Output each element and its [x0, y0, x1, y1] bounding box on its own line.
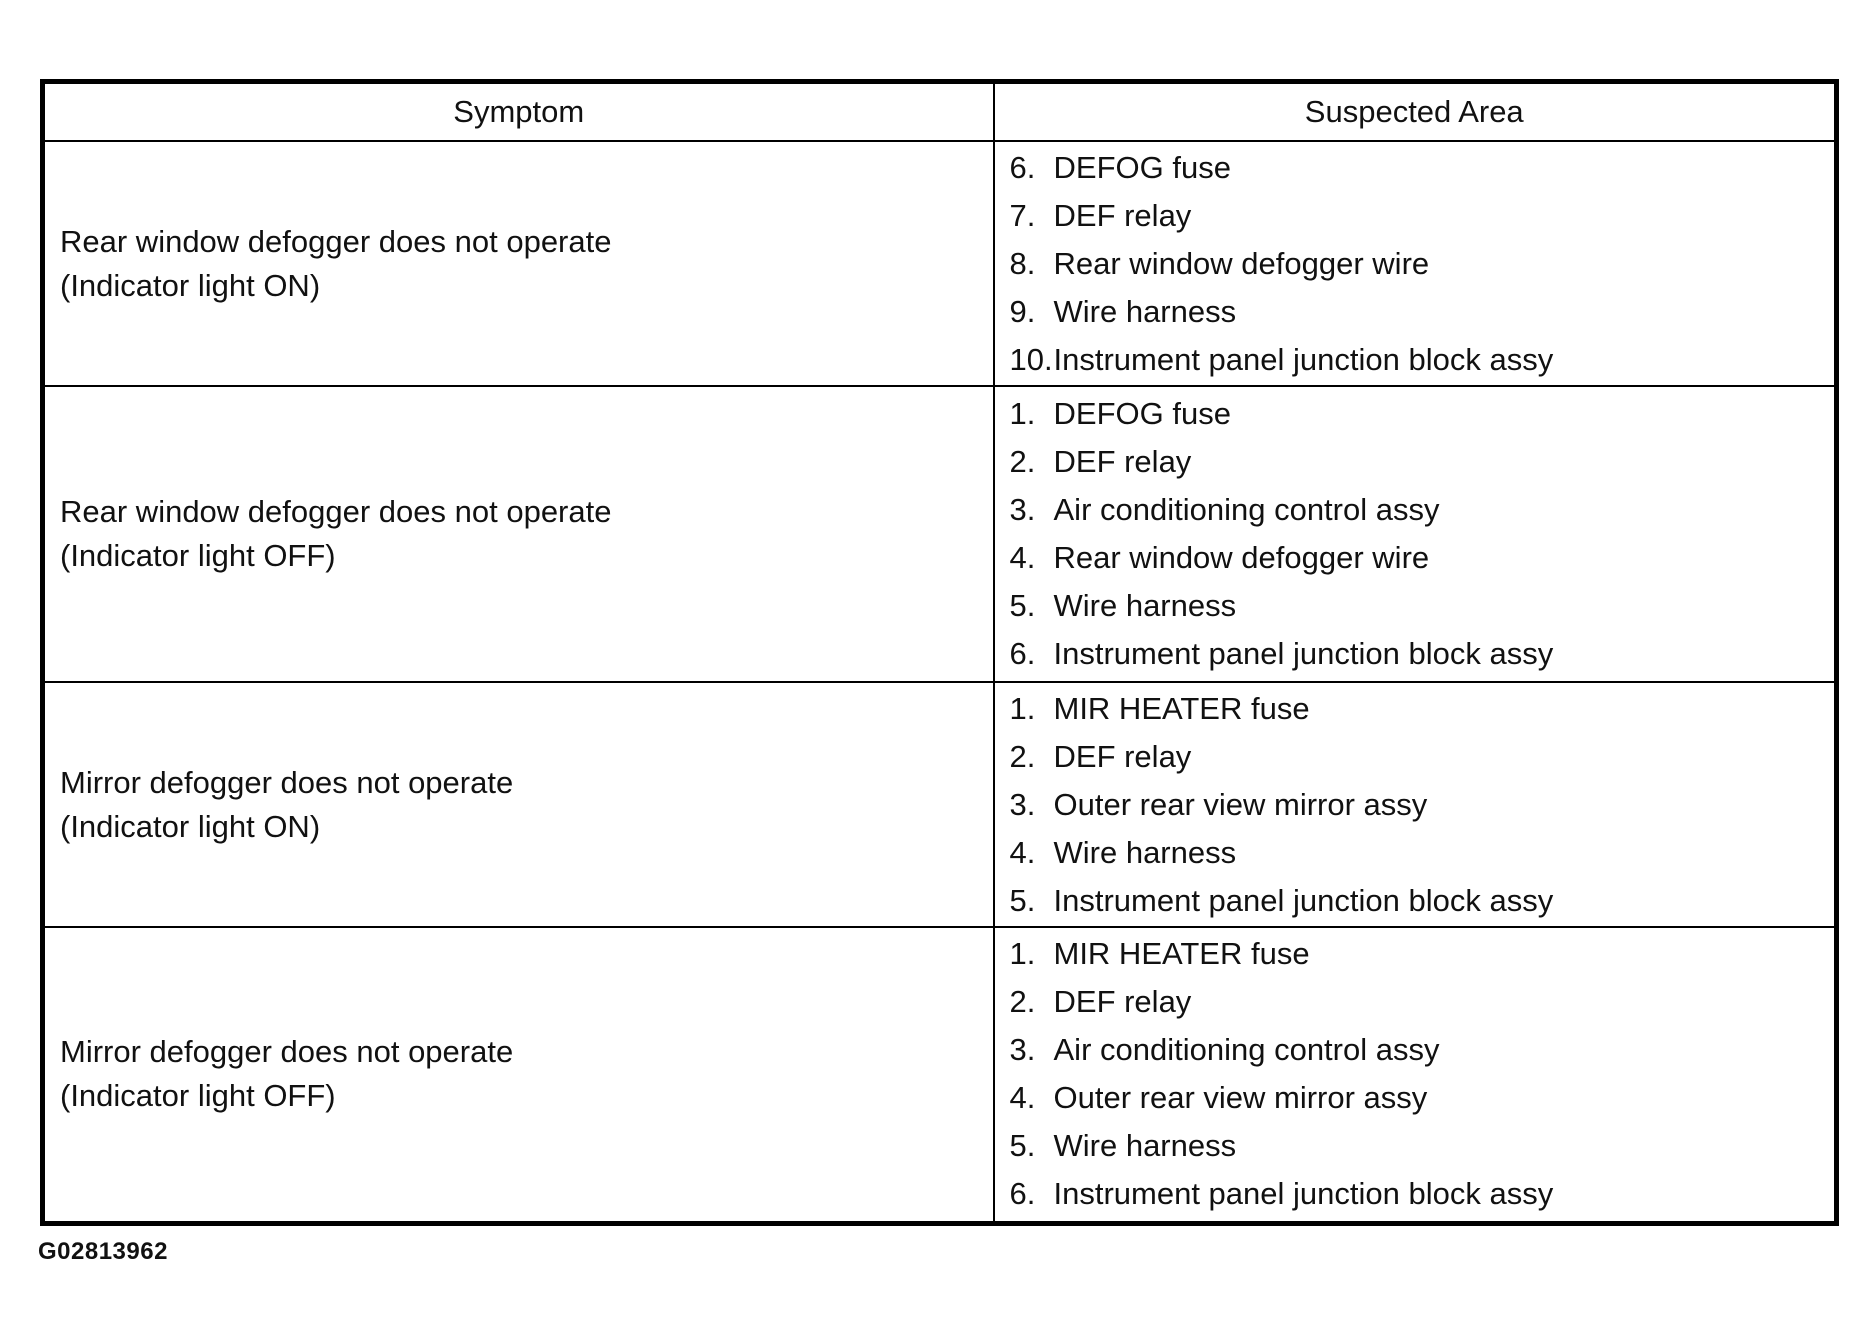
item-text: Rear window defogger wire [1053, 245, 1430, 281]
item-number: 10. [1009, 341, 1053, 377]
item-text: Wire harness [1053, 1128, 1237, 1164]
item-text: DEF relay [1053, 738, 1192, 774]
item-number: 1. [1009, 690, 1036, 726]
list-item [1010, 877, 1835, 925]
symptom-text: Mirror defogger does not operate [60, 1034, 514, 1070]
item-text: MIR HEATER fuse [1053, 936, 1310, 972]
list-item [1010, 144, 1835, 192]
item-text: DEF relay [1053, 984, 1192, 1020]
item-number: 6. [1009, 636, 1036, 671]
list-item [1010, 1026, 1835, 1074]
header-suspected-area: Suspected Area [994, 82, 1837, 142]
table-row [43, 141, 1837, 386]
item-number: 4. [1009, 834, 1036, 870]
list-item [1010, 192, 1835, 240]
item-number: 5. [1009, 882, 1036, 918]
item-number: 3. [1009, 492, 1036, 527]
item-text: Outer rear view mirror assy [1053, 786, 1428, 822]
troubleshooting-table [40, 79, 1839, 1226]
item-number: 2. [1009, 738, 1036, 774]
item-text: Instrument panel junction block assy [1053, 1176, 1554, 1212]
suspected-area-cell [994, 682, 1837, 927]
item-number: 7. [1009, 197, 1036, 233]
list-item [1010, 438, 1835, 486]
item-text: Rear window defogger wire [1053, 540, 1430, 575]
item-text: Wire harness [1053, 588, 1237, 623]
symptom-text: Rear window defogger does not operate [60, 494, 612, 529]
item-text: Outer rear view mirror assy [1053, 1080, 1428, 1116]
item-number: 6. [1009, 1176, 1036, 1212]
item-text: DEF relay [1053, 197, 1192, 233]
list-item [1010, 1122, 1835, 1170]
item-text: Wire harness [1053, 834, 1237, 870]
list-item [1010, 630, 1835, 678]
list-item [1010, 390, 1835, 438]
indicator-status: (Indicator light OFF) [60, 1078, 336, 1114]
item-number: 4. [1009, 540, 1036, 575]
header-symptom: Symptom [43, 82, 994, 142]
item-text: Instrument panel junction block assy [1053, 882, 1554, 918]
symptom-text: Mirror defogger does not operate [60, 764, 514, 800]
list-item [1010, 1074, 1835, 1122]
indicator-status: (Indicator light ON) [60, 267, 321, 303]
table-row [43, 386, 1837, 682]
table-row [43, 682, 1837, 927]
item-number: 3. [1009, 1032, 1036, 1068]
item-number: 3. [1009, 786, 1036, 822]
item-text: Air conditioning control assy [1053, 1032, 1440, 1068]
symptom-cell [43, 927, 994, 1223]
list-item [1010, 582, 1835, 630]
list-item [1010, 930, 1835, 978]
item-text: DEFOG fuse [1053, 149, 1231, 185]
list-item [1010, 978, 1835, 1026]
list-item [1010, 1170, 1835, 1218]
list-item [1010, 288, 1835, 336]
suspected-area-list [1010, 930, 1835, 1218]
item-number: 4. [1009, 1080, 1036, 1116]
table-header-row [43, 82, 1837, 142]
item-number: 2. [1009, 444, 1036, 479]
item-text: Instrument panel junction block assy [1053, 341, 1554, 377]
suspected-area-cell [994, 141, 1837, 386]
item-number: 1. [1009, 936, 1036, 972]
symptom-cell [43, 386, 994, 682]
list-item [1010, 733, 1835, 781]
figure-id: G02813962 [38, 1238, 168, 1265]
item-text: Instrument panel junction block assy [1053, 636, 1554, 671]
symptom-text: Rear window defogger does not operate [60, 223, 612, 259]
suspected-area-cell [994, 386, 1837, 682]
item-number: 2. [1009, 984, 1036, 1020]
list-item [1010, 534, 1835, 582]
item-number: 5. [1009, 1128, 1036, 1164]
list-item [1010, 240, 1835, 288]
item-number: 9. [1009, 293, 1036, 329]
list-item [1010, 781, 1835, 829]
item-text: MIR HEATER fuse [1053, 690, 1310, 726]
item-number: 6. [1009, 149, 1036, 185]
list-item [1010, 336, 1835, 384]
list-item [1010, 829, 1835, 877]
indicator-status: (Indicator light ON) [60, 808, 321, 844]
suspected-area-list [1010, 390, 1835, 678]
item-number: 1. [1009, 396, 1036, 431]
item-text: Air conditioning control assy [1053, 492, 1440, 527]
list-item [1010, 486, 1835, 534]
item-number: 5. [1009, 588, 1036, 623]
item-text: DEF relay [1053, 444, 1192, 479]
item-text: DEFOG fuse [1053, 396, 1231, 431]
symptom-cell [43, 682, 994, 927]
table-row [43, 927, 1837, 1223]
list-item [1010, 685, 1835, 733]
suspected-area-cell [994, 927, 1837, 1223]
suspected-area-list [1010, 144, 1835, 384]
suspected-area-list [1010, 685, 1835, 925]
indicator-status: (Indicator light OFF) [60, 538, 336, 573]
symptom-cell [43, 141, 994, 386]
item-text: Wire harness [1053, 293, 1237, 329]
item-number: 8. [1009, 245, 1036, 281]
